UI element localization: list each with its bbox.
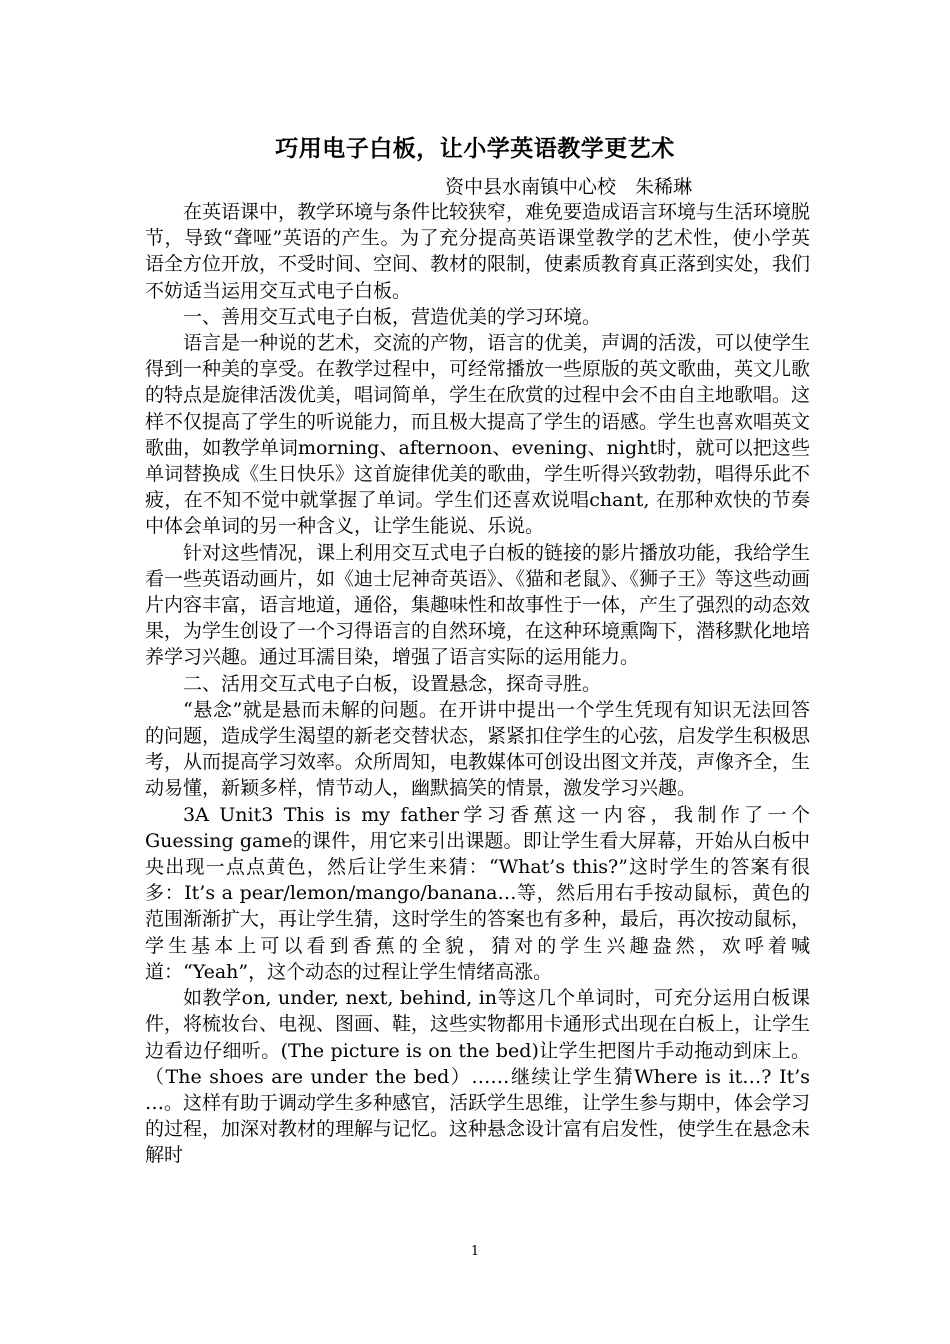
document-title: 巧用电子白板，让小学英语教学更艺术 <box>275 135 675 162</box>
paragraph: 3A Unit3 This is my father学习香蕉这一内容，我制作了一个Guessing game的课件，用它来引出课题。即让学生看大屏幕，开始从白板中央出现一点点黄色，然后让学生来猜：“What’s this?”这时学生的答案有很多：It’s a pear/lemon/mango/banana…等，然后用右手按动鼠标，黄色的范围渐渐扩大，再让学生猜，这时学生的答案也有多种，最后，再次按动鼠标，学生基本上可以看到香蕉的全貌，猜对的学生兴趣盎然，欢呼着喊道：“Yeah”，这个动态的过程让学生情绪高涨。 <box>145 803 811 983</box>
paragraph: “悬念”就是悬而未解的问题。在开讲中提出一个学生凭现有知识无法回答的问题，造成学生渴望的新老交替状态，紧紧扣住学生的心弦，启发学生积极思考，从而提高学习效率。众所周知，电教媒体可创设出图文并茂，声像齐全，生动易懂，新颖多样，情节动人，幽默搞笑的情景，激发学习兴趣。 <box>145 698 811 800</box>
paragraph-intro: 在英语课中，教学环境与条件比较狭窄，难免要造成语言环境与生活环境脱节，导致“聋哑”英语的产生。为了充分提高英语课堂教学的艺术性，使小学英语全方位开放，不受时间、空间、教材的限制，使素质教育真正落到实处，我们不妨适当运用交互式电子白板。 <box>145 201 811 302</box>
section-heading-2: 二、活用交互式电子白板，设置悬念，探奇寻胜。 <box>183 672 602 695</box>
section-heading-1: 一、善用交互式电子白板，营造优美的学习环境。 <box>183 305 602 328</box>
author-line: 资中县水南镇中心校 朱稀琳 <box>445 176 693 198</box>
paragraph: 针对这些情况，课上利用交互式电子白板的链接的影片播放功能，我给学生看一些英语动画片，如《迪士尼神奇英语》、《猫和老鼠》、《狮子王》等这些动画片内容丰富，语言地道，通俗，集趣味性和故事性于一体，产生了强烈的动态效果，为学生创设了一个习得语言的自然环境，在这种环境熏陶下，潜移默化地培养学习兴趣。通过耳濡目染，增强了语言实际的运用能力。 <box>145 541 811 669</box>
document-body <box>145 199 810 1169</box>
paragraph: 如教学on, under, next, behind, in等这几个单词时，可充分运用白板课件，将梳妆台、电视、图画、鞋，这些实物都用卡通形式出现在白板上，让学生边看边仔细听。(The picture is on the bed)让学生把图片手动拖动到床上。（The shoes are under the bed）……继续让学生猜Where is it…? It’s …。这样有助于调动学生多种感官，活跃学生思维，让学生参与期中，体会学习的过程，加深对教材的理解与记忆。这种悬念设计富有启发性，使学生在悬念未解时 <box>145 987 811 1167</box>
paragraph: 语言是一种说的艺术，交流的产物，语言的优美，声调的活泼，可以使学生得到一种美的享受。在教学过程中，可经常播放一些原版的英文歌曲，英文儿歌的特点是旋律活泼优美，唱词简单，学生在欣赏的过程中会不由自主地歌唱。这样不仅提高了学生的听说能力，而且极大提高了学生的语感。学生也喜欢唱英文歌曲，如教学单词morning、afternoon、evening、night时，就可以把这些单词替换成《生日快乐》这首旋律优美的歌曲，学生听得兴致勃勃，唱得乐此不疲，在不知不觉中就掌握了单词。学生们还喜欢说唱chant, 在那种欢快的节奏中体会单词的另一种含义，让学生能说、乐说。 <box>145 332 811 538</box>
page-number: 1 <box>470 1244 480 1259</box>
